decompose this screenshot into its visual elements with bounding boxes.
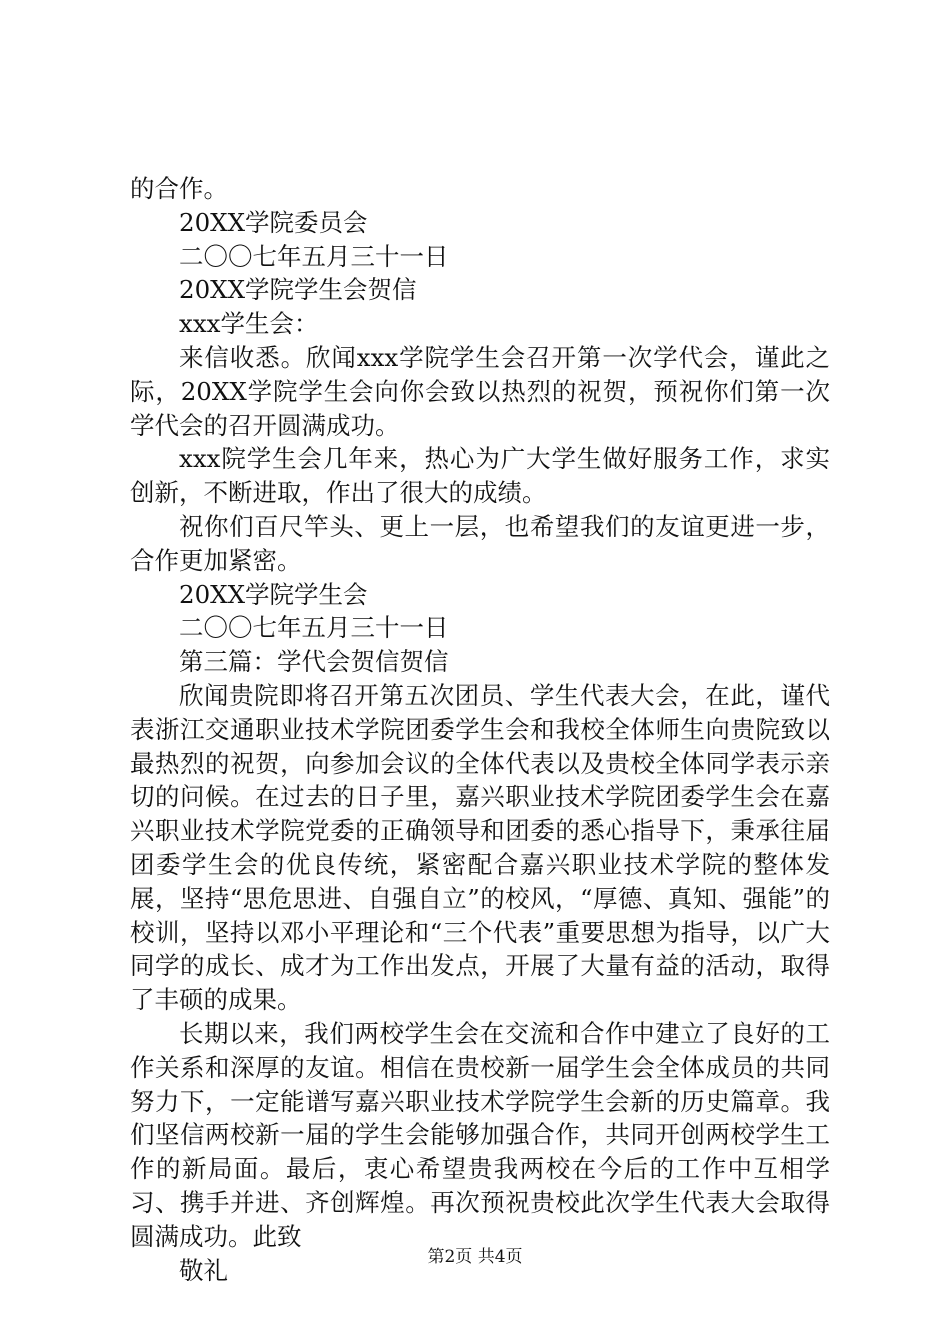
paragraph: 长期以来，我们两校学生会在交流和合作中建立了良好的工作关系和深厚的友谊。相信在贵校新一届学生会全体成员的共同努力下，一定能谱写嘉兴职业技术学院学生会新的历史篇章。我们坚信两校新一届的学生会能够加强合作，共同开创两校学生工作的新局面。最后，衷心希望贵我两校在今后的工作中互相学习、携手并进、齐创辉煌。再次预祝贵校此次学生代表大会取得圆满成功。此致 [130,1018,830,1251]
section-heading: 第三篇：学代会贺信贺信 [179,647,449,677]
document-body [130,172,830,1287]
date-line: 二〇〇七年五月三十一日 [179,241,449,271]
paragraph: 欣闻贵院即将召开第五次团员、学生代表大会，在此，谨代表浙江交通职业技术学院团委学生会和我校全体师生向贵院致以最热烈的祝贺，向参加会议的全体代表以及贵校全体同学表示亲切的问候。在过去的日子里，嘉兴职业技术学院团委学生会在嘉兴职业技术学院党委的正确领导和团委的悉心指导下，秉承往届团委学生会的优良传统，紧密配合嘉兴职业技术学院的整体发展，坚持“思危思进、自强自立”的校风，“厚德、真知、强能”的校训，坚持以邓小平理论和“三个代表”重要思想为指导，以广大同学的成长、成才为工作出发点，开展了大量有益的活动，取得了丰硕的成果。 [130,680,830,1015]
closing: 敬礼 [179,1255,228,1285]
signature-student-union: 20XX学院学生会 [179,579,368,609]
paragraph: 的合作。 [130,174,228,203]
paragraph: 来信收悉。欣闻xxx学院学生会召开第一次学代会，谨此之际，20XX学院学生会向你会致以热烈的祝贺，预祝你们第一次学代会的召开圆满成功。 [130,342,830,440]
salutation: xxx学生会： [179,309,319,339]
page-footer: 第2页 共4页 [427,1247,523,1267]
date-line: 二〇〇七年五月三十一日 [179,613,449,643]
letter-title: 20XX学院学生会贺信 [179,275,417,305]
paragraph: 祝你们百尺竿头、更上一层，也希望我们的友谊更进一步，合作更加紧密。 [130,511,830,575]
signature-committee: 20XX学院委员会 [179,207,368,237]
paragraph: xxx院学生会几年来，热心为广大学生做好服务工作，求实创新，不断进取，作出了很大的成绩。 [130,444,830,508]
